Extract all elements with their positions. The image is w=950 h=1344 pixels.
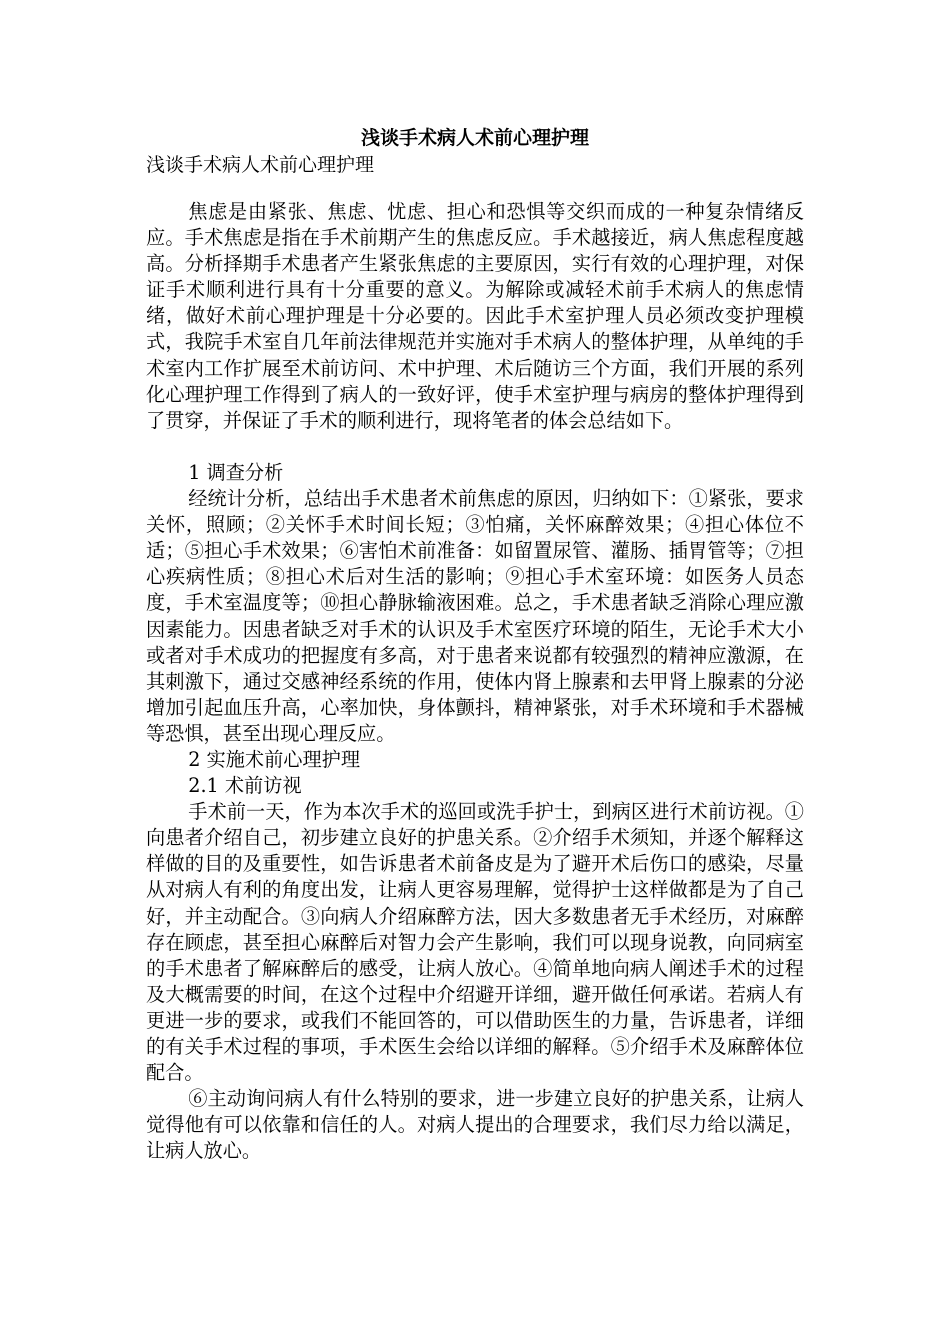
section-1-paragraph: 经统计分析，总结出手术患者术前焦虑的原因，归纳如下：①紧张，要求关怀，照顾；②关怀手术时间长短；③怕痛，关怀麻醉效果；④担心体位不适；⑤担心手术效果；⑥害怕术前准备：如留置尿管、灌肠、插胃管等；⑦担心疾病性质；⑧担心术后对生活的影响；⑨担心手术室环境：如医务人员态度，手术室温度等；⑩担心静脉输液困难。总之，手术患者缺乏消除心理应激因素能力。因患者缺乏对手术的认识及手术室医疗环境的陌生，无论手术大小或者对手术成功的把握度有多高，对于患者来说都有较强烈的精神应激源，在其刺激下，通过交感神经系统的作用，使体内肾上腺素和去甲肾上腺素的分泌增加引起血压升高，心率加快，身体颤抖，精神紧张，对手术环境和手术器械等恐惧，甚至出现心理反应。 <box>146 487 804 745</box>
section-2-1-paragraph: 手术前一天，作为本次手术的巡回或洗手护士，到病区进行术前访视。①向患者介绍自己，初步建立良好的护患关系。②介绍手术须知，并逐个解释这样做的目的及重要性，如告诉患者术前备皮是为了避开术后伤口的感染，尽量从对病人有利的角度出发，让病人更容易理解，觉得护士这样做都是为了自己好，并主动配合。③向病人介绍麻醉方法，因大多数患者无手术经历，对麻醉存在顾虑，甚至担心麻醉后对智力会产生影响，我们可以现身说教，向同病室的手术患者了解麻醉后的感受，让病人放心。④简单地向病人阐述手术的过程及大概需要的时间，在这个过程中介绍避开详细，避开做任何承诺。若病人有更进一步的要求，或我们不能回答的，可以借助医生的力量，告诉患者，详细的有关手术过程的事项，手术医生会给以详细的解释。⑤介绍手术及麻醉体位配合。 <box>146 800 804 1085</box>
paragraph-gap <box>146 434 804 460</box>
section-1-heading: 1 调查分析 <box>188 460 284 484</box>
section-2-heading: 2 实施术前心理护理 <box>188 747 361 771</box>
intro-paragraph: 焦虑是由紧张、焦虑、忧虑、担心和恐惧等交织而成的一种复杂情绪反应。手术焦虑是指在手术前期产生的焦虑反应。手术越接近，病人焦虑程度越高。分析择期手术患者产生紧张焦虑的主要原因，实行有效的心理护理，对保证手术顺利进行具有十分重要的意义。为解除或减轻术前手术病人的焦虑情绪，做好术前心理护理是十分必要的。因此手术室护理人员必须改变护理模式，我院手术室自几年前法律规范并实施对手术病人的整体护理，从单纯的手术室内工作扩展至术前访问、术中护理、术后随访三个方面，我们开展的系列化心理护理工作得到了病人的一致好评，使手术室护理与病房的整体护理得到了贯穿，并保证了手术的顺利进行，现将笔者的体会总结如下。 <box>146 200 804 432</box>
document-subtitle: 浅谈手术病人术前心理护理 <box>146 154 375 176</box>
document-title: 浅谈手术病人术前心理护理 <box>360 127 589 149</box>
document-body <box>146 199 804 1164</box>
section-2-1-paragraph-2: ⑥主动询问病人有什么特别的要求，进一步建立良好的护患关系，让病人觉得他有可以依靠和信任的人。对病人提出的合理要求，我们尽力给以满足，让病人放心。 <box>146 1087 804 1163</box>
section-2-1-heading: 2.1 术前访视 <box>188 774 302 798</box>
